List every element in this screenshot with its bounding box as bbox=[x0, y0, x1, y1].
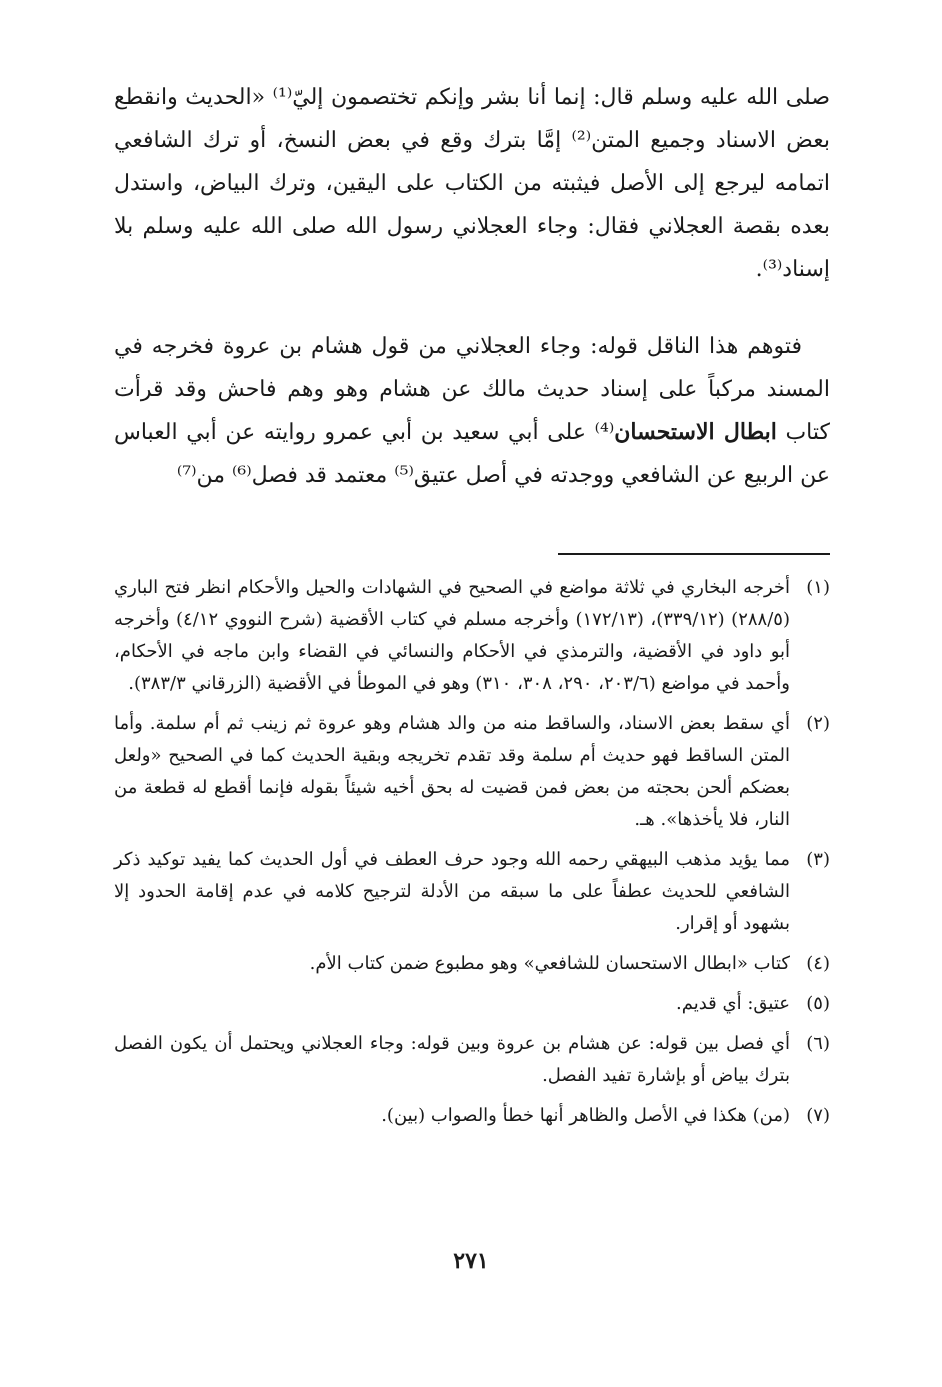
book-title-bold: ابطال الاستحسان bbox=[614, 419, 777, 445]
footnote-text: (من) هكذا في الأصل والظاهر أنها خطأ والصواب (بين). bbox=[381, 1105, 790, 1126]
footnote-number: (٦) bbox=[806, 1033, 830, 1054]
paragraph-2 bbox=[114, 325, 830, 497]
paragraph-2-part-1: فتوهم هذا الناقل قوله: وجاء العجلاني من قول هشام بن عروة فخرجه في المسند مركباً على إسناد حديث مالك عن هشام وهو وهم فاحش وقد قرأت كتاب bbox=[114, 334, 830, 445]
footnote-5 bbox=[114, 988, 830, 1020]
footnote-number: (١) bbox=[806, 577, 830, 598]
footnote-text: كتاب «ابطال الاستحسان للشافعي» وهو مطبوع ضمن كتاب الأم. bbox=[309, 953, 790, 974]
footnote-number: (٧) bbox=[806, 1105, 830, 1126]
main-text bbox=[114, 76, 830, 497]
footnote-separator bbox=[558, 553, 830, 555]
footnote-number: (٤) bbox=[806, 953, 830, 974]
footnote-text: مما يؤيد مذهب البيهقي رحمه الله وجود حرف العطف في أول الحديث كما يفيد توكيد ذكر الشافعي للحديث عطفاً على ما سبقه من الأدلة لترجيح كلامه في عدم إقامة الحدود إلا بشهود أو إقرار. bbox=[114, 849, 790, 934]
footnote-text: أي سقط بعض الاسناد، والساقط منه من والد هشام وهو عروة ثم زينب ثم أم سلمة. وأما المتن الساقط فهو حديث أم سلمة وقد تقدم تخريجه وبقية الحديث كما في الصحيح «ولعل بعضكم ألحن بحجته من بعض فمن قضيت له بحق أخيه شيئاً بقوله فإنما أقطع له قطعة من النار، فلا يأخذها». هـ. bbox=[114, 713, 790, 830]
footnote-number: (٢) bbox=[806, 713, 830, 734]
footnote-7 bbox=[114, 1100, 830, 1132]
page-number: ٢٧١ bbox=[453, 1248, 489, 1274]
footnote-number: (٥) bbox=[806, 993, 830, 1014]
footnote-2 bbox=[114, 708, 830, 836]
footnote-text: أي فصل بين قوله: عن هشام بن عروة وبين قوله: وجاء العجلاني ويحتمل أن يكون الفصل بترك بياض أو بإشارة تفيد الفصل. bbox=[114, 1033, 790, 1086]
footnote-3 bbox=[114, 844, 830, 940]
footnote-4 bbox=[114, 948, 830, 980]
paragraph-2-part-2: ⁽⁴⁾ على أبي سعيد بن أبي عمرو روايته عن أبي العباس عن الربيع عن الشافعي ووجدته في أصل عتيق⁽⁵⁾ معتمد قد فصل⁽⁶⁾ من⁽⁷⁾ bbox=[114, 420, 830, 488]
footnote-text: عتيق: أي قديم. bbox=[676, 993, 790, 1014]
footnote-1 bbox=[114, 572, 830, 700]
footnote-number: (٣) bbox=[806, 849, 830, 870]
footnote-text: أخرجه البخاري في ثلاثة مواضع في الصحيح في الشهادات والحيل والأحكام انظر فتح الباري (٢٨٨/٥) (٣٣٩/١٢)، (١٧٢/١٣) وأخرجه مسلم في كتاب الأقضية (شرح النووي ٤/١٢) وأخرجه أبو داود في الأقضية، والترمذي في الأحكام والنسائي في القضاء وابن ماجه في الأحكام، وأحمد في مواضع (٢٠٣/٦، ٢٩٠، ٣٠٨، ٣١٠) وهو في الموطأ في الأقضية (الزرقاني ٣٨٣/٣). bbox=[114, 577, 790, 694]
paragraph-1: صلى الله عليه وسلم قال: إنما أنا بشر وإنكم تختصمون إليّ⁽¹⁾ «الحديث وانقطع بعض الاسناد وجميع المتن⁽²⁾ إمَّا بترك وقع في بعض النسخ، أو ترك الشافعي اتمامه ليرجع إلى الأصل فيثبته من الكتاب على اليقين، وترك البياض، واستدل بعده بقصة العجلاني فقال: وجاء العجلاني رسول الله صلى الله عليه وسلم بلا إسناد⁽³⁾. bbox=[114, 85, 830, 282]
footnotes bbox=[114, 572, 830, 1140]
footnote-6 bbox=[114, 1028, 830, 1092]
